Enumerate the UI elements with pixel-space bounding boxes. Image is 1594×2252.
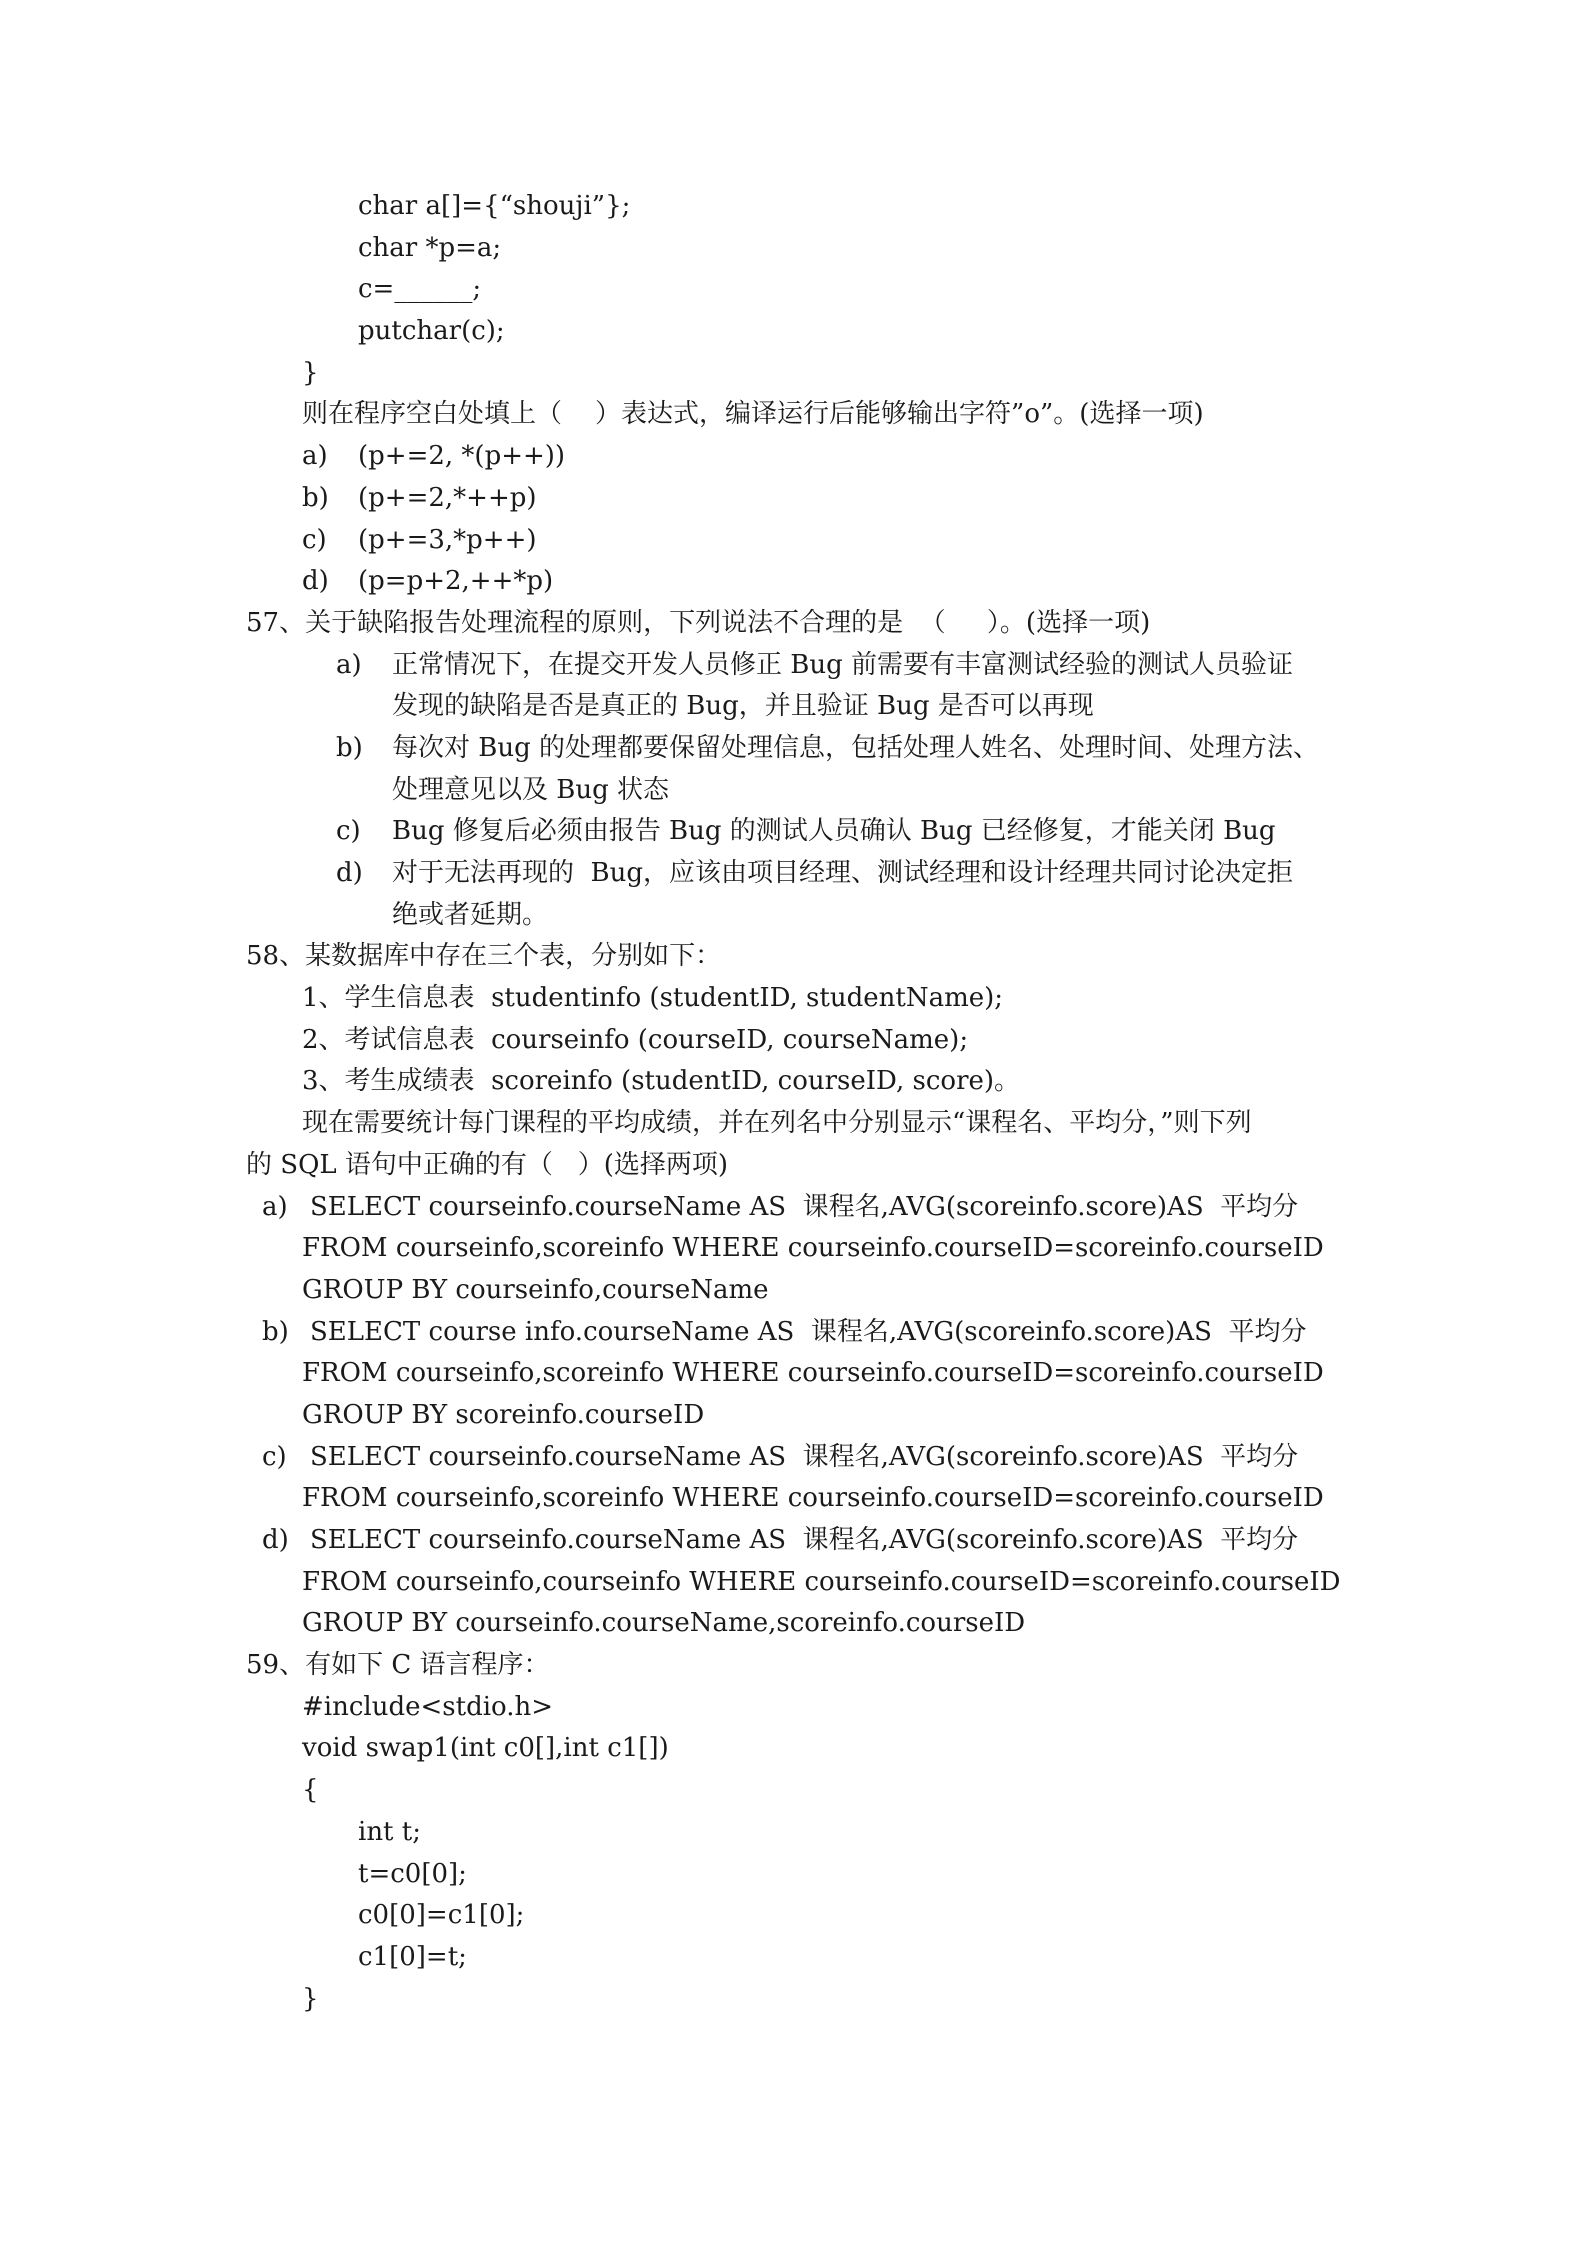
option-text: (p+=2,*++p) — [358, 482, 537, 513]
table-text: 1、学生信息表 studentinfo (studentID, studentName); — [302, 983, 1004, 1014]
option-text: GROUP BY scoreinfo.courseID — [302, 1399, 705, 1430]
question-57-title — [0, 603, 1594, 645]
option-row — [0, 853, 1594, 895]
code-line — [0, 1895, 1594, 1937]
option-label: b) — [262, 1316, 289, 1347]
question-prompt — [0, 1103, 1594, 1145]
option-row — [0, 478, 1594, 520]
code-text: int t; — [358, 1816, 421, 1847]
code-line — [0, 1770, 1594, 1812]
code-text: void swap1(int c0[],int c1[]) — [302, 1733, 669, 1764]
option-label: d) — [262, 1525, 289, 1555]
question-title: 59、有如下 C 语言程序： — [246, 1650, 550, 1681]
code-line — [0, 311, 1594, 353]
option-label: c) — [336, 816, 361, 847]
code-line — [0, 186, 1594, 228]
option-text: GROUP BY courseinfo,courseName — [302, 1274, 769, 1305]
option-row — [0, 1520, 1594, 1562]
code-brace: } — [302, 357, 319, 388]
option-continuation — [0, 1478, 1594, 1520]
code-line — [0, 1812, 1594, 1854]
code-text: t=c0[0]; — [358, 1858, 467, 1889]
option-text: SELECT courseinfo.courseName AS 课程名,AVG(scoreinfo.score)AS 平均分 — [310, 1441, 1299, 1472]
option-row — [0, 520, 1594, 562]
option-label: b) — [336, 732, 363, 763]
option-text: 每次对 Bug 的处理都要保留处理信息，包括处理人姓名、处理时间、处理方法、 — [392, 732, 1320, 763]
option-label: b) — [302, 482, 329, 513]
option-text: 处理意见以及 Bug 状态 — [392, 774, 670, 805]
option-label: a) — [336, 649, 362, 680]
option-continuation — [0, 1353, 1594, 1395]
option-continuation — [0, 1228, 1594, 1270]
option-text: FROM courseinfo,courseinfo WHERE courseinfo.courseID=scoreinfo.courseID — [302, 1566, 1341, 1597]
option-continuation — [0, 1270, 1594, 1312]
table-definition — [0, 1061, 1594, 1103]
question-58-title — [0, 936, 1594, 978]
question-title: 58、某数据库中存在三个表，分别如下： — [246, 941, 722, 972]
prompt-text: 则在程序空白处填上（ ）表达式，编译运行后能够输出字符”o”。(选择一项) — [302, 399, 1204, 430]
code-line — [0, 1937, 1594, 1979]
option-text: SELECT courseinfo.courseName AS 课程名,AVG(scoreinfo.score)AS 平均分 — [310, 1191, 1299, 1222]
option-text: FROM courseinfo,scoreinfo WHERE courseinfo.courseID=scoreinfo.courseID — [302, 1358, 1324, 1389]
option-row — [0, 1312, 1594, 1354]
option-text: (p+=3,*p++) — [358, 524, 537, 555]
option-text: FROM courseinfo,scoreinfo WHERE courseinfo.courseID=scoreinfo.courseID — [302, 1233, 1324, 1264]
option-continuation — [0, 1395, 1594, 1437]
code-line — [0, 1687, 1594, 1729]
code-text: c1[0]=t; — [358, 1941, 467, 1972]
table-definition — [0, 978, 1594, 1020]
option-continuation — [0, 1603, 1594, 1645]
option-row — [0, 436, 1594, 478]
code-line — [0, 228, 1594, 270]
option-text: (p+=2, *(p++)) — [358, 441, 566, 472]
question-title: 57、关于缺陷报告处理流程的原则，下列说法不合理的是 （ ）。(选择一项) — [246, 607, 1151, 638]
option-continuation — [0, 1562, 1594, 1604]
option-row — [0, 728, 1594, 770]
code-text: c=______; — [358, 274, 482, 305]
option-row — [0, 1187, 1594, 1229]
option-label: c) — [302, 524, 327, 555]
option-text: FROM courseinfo,scoreinfo WHERE courseinfo.courseID=scoreinfo.courseID — [302, 1483, 1324, 1514]
option-text: 发现的缺陷是否是真正的 Bug，并且验证 Bug 是否可以再现 — [392, 691, 1094, 722]
code-brace: { — [302, 1775, 319, 1806]
option-row — [0, 1437, 1594, 1479]
option-label: d) — [336, 858, 363, 888]
option-label: a) — [302, 441, 328, 472]
option-text: 绝或者延期。 — [392, 899, 549, 930]
option-text: Bug 修复后必须由报告 Bug 的测试人员确认 Bug 已经修复，才能关闭 Bug — [392, 816, 1276, 847]
code-text: char a[]={“shouji”}; — [358, 191, 631, 221]
question-59-title — [0, 1645, 1594, 1687]
code-text: #include<stdio.h> — [302, 1691, 554, 1722]
option-text: SELECT course info.courseName AS 课程名,AVG(scoreinfo.score)AS 平均分 — [310, 1316, 1307, 1347]
option-text: 正常情况下，在提交开发人员修正 Bug 前需要有丰富测试经验的测试人员验证 — [392, 649, 1294, 680]
code-text: putchar(c); — [358, 316, 505, 347]
table-text: 3、考生成绩表 scoreinfo (studentID, courseID, score)。 — [302, 1066, 1021, 1097]
option-text: GROUP BY courseinfo.courseName,scoreinfo.courseID — [302, 1608, 1026, 1639]
option-label: c) — [262, 1441, 287, 1472]
table-definition — [0, 1020, 1594, 1062]
option-label: d) — [302, 566, 329, 597]
option-text: SELECT courseinfo.courseName AS 课程名,AVG(scoreinfo.score)AS 平均分 — [310, 1525, 1299, 1555]
option-row — [0, 811, 1594, 853]
document-page — [0, 186, 1594, 2020]
code-line — [0, 269, 1594, 311]
option-continuation — [0, 686, 1594, 728]
option-label: a) — [262, 1191, 288, 1222]
prompt-text: 的 SQL 语句中正确的有（ ）(选择两项) — [246, 1149, 729, 1180]
option-text: (p=p+2,++*p) — [358, 566, 554, 597]
question-prompt — [0, 1145, 1594, 1187]
option-text: 对于无法再现的 Bug，应该由项目经理、测试经理和设计经理共同讨论决定拒 — [392, 858, 1294, 888]
table-text: 2、考试信息表 courseinfo (courseID, courseName); — [302, 1024, 969, 1055]
prompt-text: 现在需要统计每门课程的平均成绩，并在列名中分别显示“课程名、平均分，”则下列 — [302, 1108, 1252, 1139]
option-continuation — [0, 895, 1594, 937]
code-text: c0[0]=c1[0]; — [358, 1900, 525, 1931]
code-line — [0, 353, 1594, 395]
option-continuation — [0, 770, 1594, 812]
question-56-prompt — [0, 394, 1594, 436]
code-text: char *p=a; — [358, 232, 502, 263]
option-row — [0, 561, 1594, 603]
code-line — [0, 1854, 1594, 1896]
code-brace: } — [302, 1983, 319, 2014]
code-line — [0, 1728, 1594, 1770]
option-row — [0, 645, 1594, 687]
code-line — [0, 1979, 1594, 2021]
